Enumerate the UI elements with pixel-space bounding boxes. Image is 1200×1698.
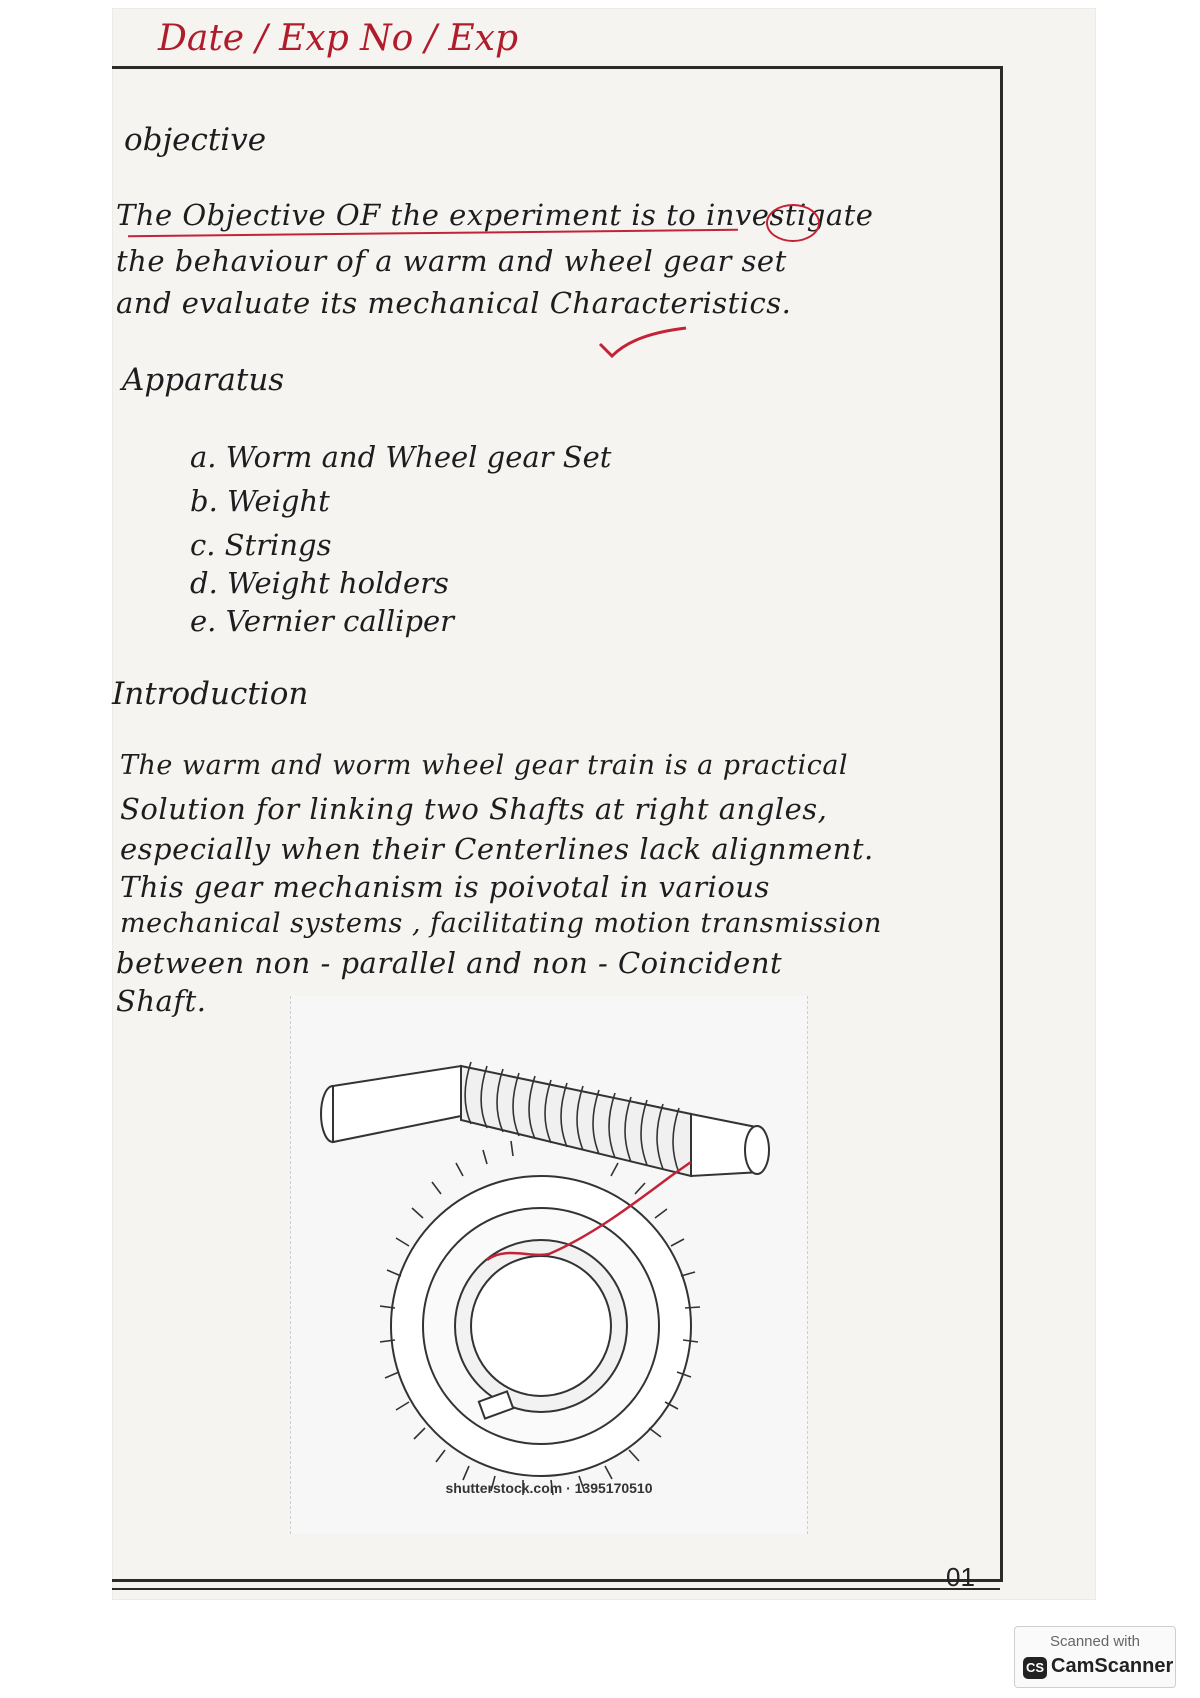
camscanner-logo-icon: CS (1023, 1657, 1047, 1679)
introduction-line: Solution for linking two Shafts at right angles, (120, 792, 828, 826)
introduction-line: especially when their Centerlines lack alignment. (120, 832, 874, 866)
apparatus-item: c. Strings (190, 528, 332, 562)
bottom-rule (112, 1588, 1000, 1590)
introduction-line: This gear mechanism is poivotal in various (120, 870, 770, 904)
objective-heading: objective (124, 122, 267, 158)
introduction-line: The warm and worm wheel gear train is a practical (120, 750, 849, 781)
scanned-with-label: Scanned with (1049, 1633, 1141, 1650)
apparatus-item: a. Worm and Wheel gear Set (190, 440, 612, 474)
apparatus-item: d. Weight holders (190, 566, 449, 600)
introduction-line: mechanical systems , facilitating motion transmission (120, 908, 882, 939)
date-label: Date / Exp No / Exp (158, 18, 518, 59)
objective-line: and evaluate its mechanical Characteristics. (116, 286, 792, 320)
red-circle-mark (766, 204, 820, 242)
introduction-line: between non - parallel and non - Coincident (116, 946, 783, 980)
camscanner-badge (1014, 1626, 1176, 1688)
objective-line: the behaviour of a warm and wheel gear set (116, 244, 787, 278)
image-credit: shutterstock.com · 1395170510 (445, 1480, 653, 1496)
worm-gear-illustration (291, 996, 807, 1534)
page-number: 01 (946, 1562, 975, 1592)
objective-line: The Objective OF the experiment is to investigate (116, 198, 874, 232)
apparatus-item: b. Weight (190, 484, 330, 518)
introduction-line: Shaft. (116, 984, 207, 1018)
apparatus-item: e. Vernier calliper (190, 604, 455, 638)
camscanner-name: CamScanner (1051, 1655, 1174, 1677)
worm-gear-figure (290, 996, 808, 1534)
apparatus-heading: Apparatus (122, 362, 285, 398)
red-tick-mark (598, 326, 688, 366)
introduction-heading: Introduction (112, 676, 309, 712)
